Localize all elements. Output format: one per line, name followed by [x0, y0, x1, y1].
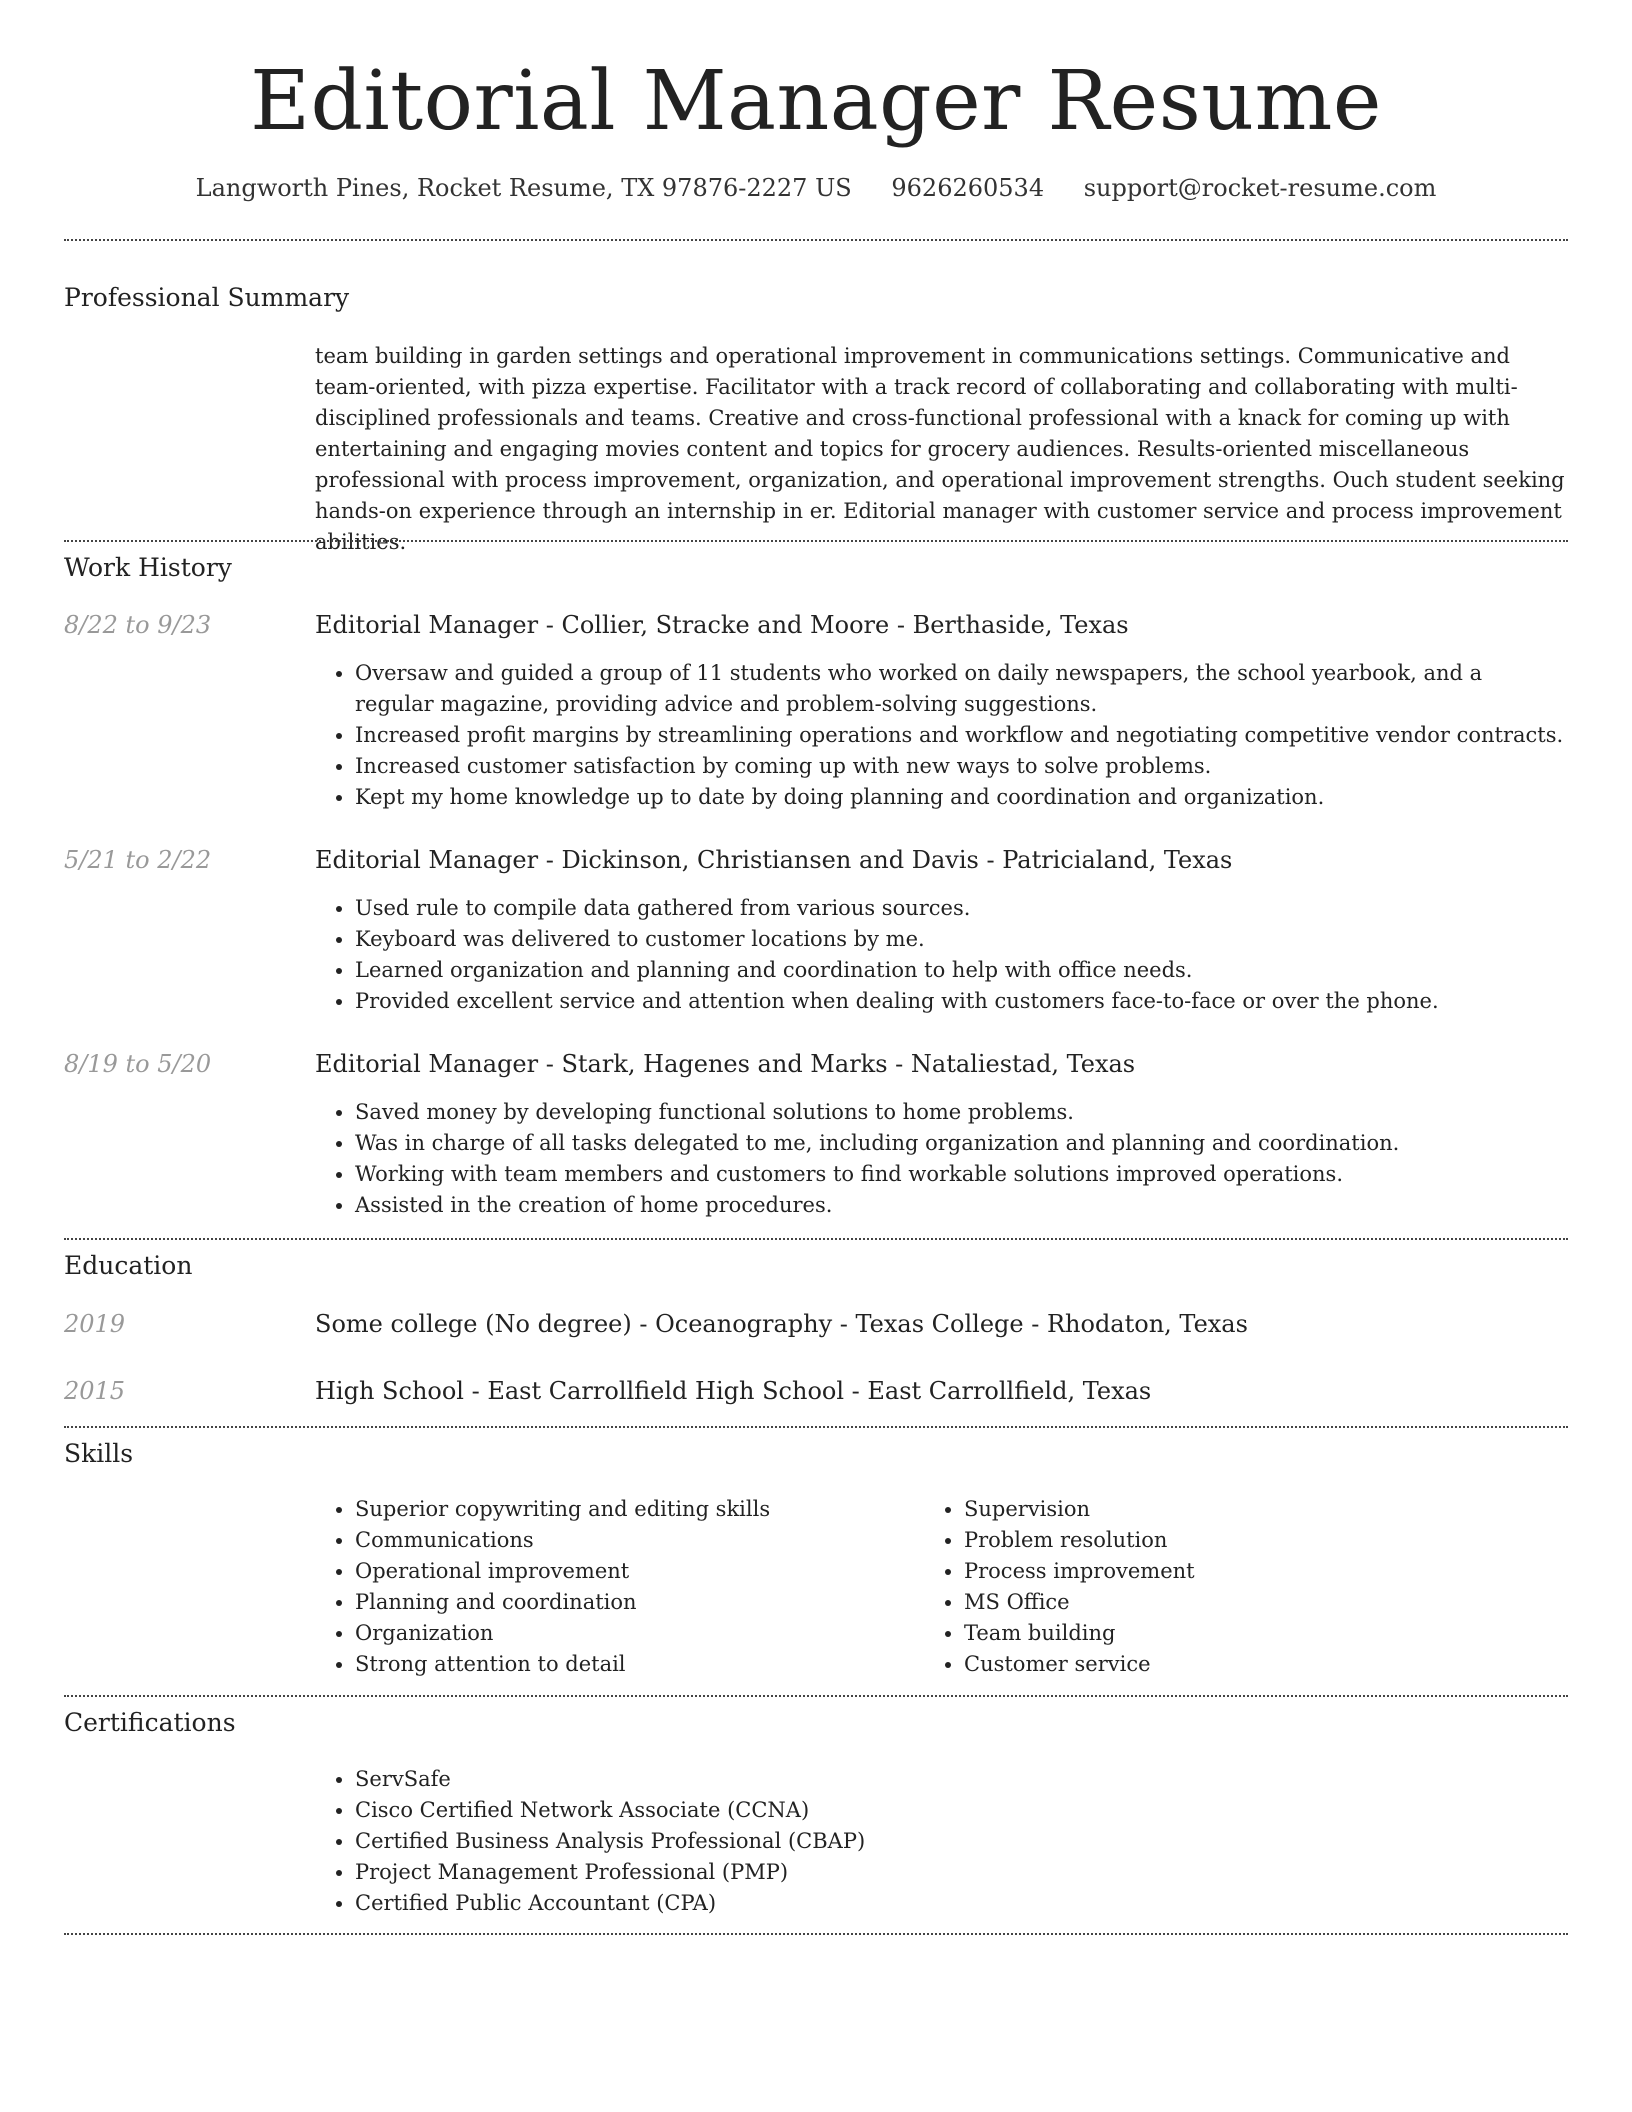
- list-item: • Kept my home knowledge up to date by doing planning and coordination and organization.: [355, 782, 1565, 813]
- resume-title: Editorial Manager Resume: [250, 54, 1382, 149]
- job-dates: 8/19 to 5/20: [64, 1050, 212, 1078]
- list-item: • Learned organization and planning and coordination to help with office needs.: [355, 955, 1595, 986]
- list-item: • Process improvement: [964, 1556, 1524, 1587]
- divider: [64, 1238, 1568, 1240]
- list-item: • Project Management Professional (PMP): [355, 1857, 1255, 1888]
- list-item: • Planning and coordination: [355, 1587, 915, 1618]
- job-title: Editorial Manager - Dickinson, Christiansen and Davis - Patricialand, Texas: [315, 846, 1233, 874]
- contact-address: Langworth Pines, Rocket Resume, TX 97876-2227 US: [195, 174, 852, 202]
- job-bullets: [311, 658, 1565, 813]
- job-dates: 5/21 to 2/22: [64, 846, 212, 874]
- list-item: • Increased profit margins by streamlining operations and workflow and negotiating competitive vendor contracts.: [355, 720, 1565, 751]
- job-dates: 8/22 to 9/23: [64, 611, 212, 639]
- list-item: • Used rule to compile data gathered from various sources.: [355, 893, 1595, 924]
- list-item: • Certified Public Accountant (CPA): [355, 1888, 1255, 1919]
- list-item: • Assisted in the creation of home procedures.: [355, 1190, 1595, 1221]
- divider: [64, 1933, 1568, 1935]
- summary-text: team building in garden settings and operational improvement in communications settings. Communicative and team-oriented, with pizza expertise. Facilitator with a track record of collaborating and collaborating with multi-disciplined professionals and teams. Creative and cross-functional professional with a knack for coming up with entertaining and engaging movies content and topics for grocery audiences. Results-oriented miscellaneous professional with process improvement, organization, and operational improvement strengths. Ouch student seeking hands-on experience through an internship in er. Editorial manager with customer service and process improvement abilities.: [315, 344, 1565, 554]
- job-title: Editorial Manager - Collier, Stracke and Moore - Berthaside, Texas: [315, 611, 1129, 639]
- divider: [64, 1426, 1568, 1428]
- list-item: • Certified Business Analysis Professional (CBAP): [355, 1826, 1255, 1857]
- education-entry: High School - East Carrollfield High School - East Carrollfield, Texas: [315, 1377, 1152, 1405]
- job-bullets: [311, 1097, 1595, 1221]
- list-item: • Provided excellent service and attention when dealing with customers face-to-face or over the phone.: [355, 986, 1595, 1017]
- section-heading-education: Education: [64, 1251, 193, 1280]
- list-item: • Operational improvement: [355, 1556, 915, 1587]
- skills-list-right: [920, 1494, 1524, 1680]
- education-year: 2015: [64, 1377, 126, 1405]
- list-item: • ServSafe: [355, 1764, 1255, 1795]
- section-heading-summary: Professional Summary: [64, 283, 350, 312]
- section-heading-certifications: Certifications: [64, 1708, 236, 1737]
- list-item: • Increased customer satisfaction by coming up with new ways to solve problems.: [355, 751, 1565, 782]
- certifications-list: [311, 1764, 1255, 1919]
- list-item: • Customer service: [964, 1649, 1524, 1680]
- list-item: • Saved money by developing functional solutions to home problems.: [355, 1097, 1595, 1128]
- list-item: • Supervision: [964, 1494, 1524, 1525]
- list-item: • Communications: [355, 1525, 915, 1556]
- divider: [64, 239, 1568, 241]
- education-entry: Some college (No degree) - Oceanography - Texas College - Rhodaton, Texas: [315, 1310, 1248, 1338]
- list-item: • Working with team members and customers to find workable solutions improved operations.: [355, 1159, 1595, 1190]
- contact-email[interactable]: support@rocket-resume.com: [1083, 174, 1437, 202]
- divider: [64, 1695, 1568, 1697]
- job-title: Editorial Manager - Stark, Hagenes and Marks - Nataliestad, Texas: [315, 1050, 1136, 1078]
- list-item: • Oversaw and guided a group of 11 students who worked on daily newspapers, the school yearbook, and a regular magazine, providing advice and problem-solving suggestions.: [355, 658, 1565, 720]
- list-item: • Superior copywriting and editing skills: [355, 1494, 915, 1525]
- contact-phone: 9626260534: [891, 174, 1045, 202]
- list-item: • Keyboard was delivered to customer locations by me.: [355, 924, 1595, 955]
- list-item: • MS Office: [964, 1587, 1524, 1618]
- list-item: • Cisco Certified Network Associate (CCNA): [355, 1795, 1255, 1826]
- list-item: • Was in charge of all tasks delegated to me, including organization and planning and coordination.: [355, 1128, 1595, 1159]
- divider: [64, 540, 1568, 542]
- contact-line: [0, 170, 1632, 206]
- section-heading-work: Work History: [64, 553, 232, 582]
- section-heading-skills: Skills: [64, 1439, 134, 1468]
- job-bullets: [311, 893, 1595, 1017]
- skills-list-left: [311, 1494, 915, 1680]
- list-item: • Team building: [964, 1618, 1524, 1649]
- list-item: • Problem resolution: [964, 1525, 1524, 1556]
- list-item: • Strong attention to detail: [355, 1649, 915, 1680]
- list-item: • Organization: [355, 1618, 915, 1649]
- education-year: 2019: [64, 1310, 126, 1338]
